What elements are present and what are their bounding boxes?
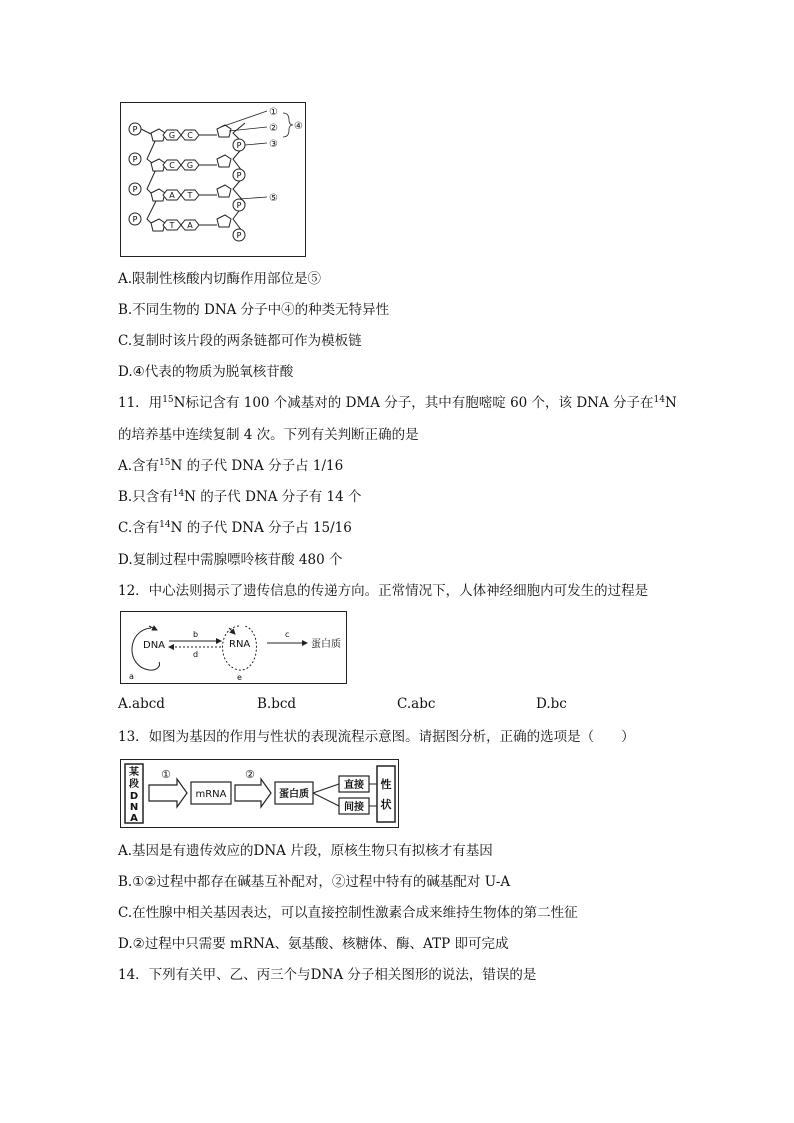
deoxyribose-right (217, 185, 231, 197)
phosphate-label: P (236, 141, 242, 150)
deoxyribose-right (217, 155, 231, 167)
left-phosphates (129, 123, 141, 225)
q10-option-c: C.复制时该片段的两条链都可作为模板链 (118, 333, 362, 349)
deoxyribose-right (217, 215, 231, 227)
label-c: c (285, 630, 290, 639)
q13-option-d: D.②过程中只需要 mRNA、氨基酸、核糖体、酶、ATP 即可完成 (118, 936, 509, 952)
protein-label: 蛋白质 (279, 789, 309, 800)
phosphate-label: P (132, 155, 138, 164)
dna-segment-char: D (129, 791, 139, 802)
q13-option-a: A.基因是有遗传效应的DNA 片段，原核生物只有拟核才有基因 (118, 843, 493, 859)
base-label: T (169, 221, 175, 230)
superscript: 14 (653, 395, 665, 405)
phosphate-label: P (236, 231, 242, 240)
q11-text: N (664, 395, 677, 411)
dna-segment-char: A (130, 813, 138, 824)
phosphate-label: P (236, 201, 242, 210)
label-5: ⑤ (269, 193, 278, 204)
q11-text: N 的子代 DNA 分子有 14 个 (184, 489, 362, 505)
label-d: d (193, 650, 199, 659)
q12-stem: 12．中心法则揭示了遗传信息的传递方向。正常情况下，人体神经细胞内可发生的过程是 (118, 583, 649, 599)
arrow-step1 (149, 779, 187, 807)
dna-structure-figure (120, 102, 306, 257)
q12-option-a: A.abcd (118, 696, 165, 712)
superscript: 15 (162, 395, 174, 405)
superscript: 15 (159, 458, 171, 468)
q14-stem: 14．下列有关甲、乙、丙三个与DNA 分子相关图形的说法，错误的是 (118, 967, 537, 983)
q11-option-c (118, 519, 352, 537)
label-e: e (237, 673, 242, 682)
q12-option-b: B.bcd (257, 696, 297, 712)
indirect-label: 间接 (344, 802, 364, 813)
phosphate-label: P (132, 125, 138, 134)
base-label: C (169, 161, 175, 170)
q11-option-a (118, 457, 343, 475)
q13-option-b: B.①②过程中都存在碱基互补配对，②过程中特有的碱基配对 U-A (118, 874, 511, 890)
mrna-label: mRNA (195, 789, 227, 800)
trait-char: 状 (380, 798, 392, 811)
label-2: ② (269, 123, 278, 134)
phosphate-label: P (132, 215, 138, 224)
label-1: ① (269, 107, 278, 118)
direct-label: 直接 (344, 780, 364, 791)
q10-option-b: B.不同生物的 DNA 分子中④的种类无特异性 (118, 302, 390, 318)
base-label: G (168, 131, 176, 140)
left-backbone (141, 129, 157, 229)
step1-label: ① (161, 768, 171, 781)
q13-stem: 13．如图为基因的作用与性状的表现流程示意图。请据图分析，正确的选项是（ ） (118, 729, 635, 745)
label-3: ③ (269, 139, 278, 150)
dna-segment-char: 某 (129, 767, 139, 778)
base-label: A (169, 191, 175, 200)
central-dogma-diagram (121, 612, 346, 683)
q12-option-d: D.bc (536, 696, 567, 712)
gene-expression-figure (120, 759, 399, 828)
deoxyribose-right (217, 125, 231, 137)
q12-option-c: C.abc (397, 696, 436, 712)
base-label: G (186, 161, 194, 170)
superscript: 14 (172, 489, 185, 499)
phosphate-label: P (132, 185, 138, 194)
arrow-step2 (235, 779, 271, 807)
gene-expression-diagram (121, 760, 398, 827)
central-dogma-figure (120, 611, 347, 684)
q11-text: N 的子代 DNA 分子占 1/16 (170, 458, 344, 474)
base-label: T (187, 191, 193, 200)
q11-stem-line2: 的培养基中连续复制 4 次。下列有关判断正确的是 (118, 427, 419, 443)
protein-label: 蛋白质 (311, 639, 341, 650)
step2-label: ② (245, 768, 255, 781)
dna-segment-char: 段 (129, 779, 139, 790)
q10-option-a: A.限制性核酸内切酶作用部位是⑤ (118, 271, 322, 287)
superscript: 14 (159, 520, 171, 530)
q11-text: A.含有 (118, 458, 160, 474)
dna-segment-char: N (129, 802, 139, 813)
label-4: ④ (294, 121, 303, 132)
q11-text: 11．用 (118, 395, 163, 411)
q13-option-c: C.在性腺中相关基因表达，可以直接控制性激素合成来维持生物体的第二性征 (118, 905, 578, 921)
q11-text: C.含有 (118, 520, 160, 536)
label-a: a (129, 672, 134, 681)
trait-char: 性 (380, 778, 392, 791)
rna-label: RNA (229, 639, 251, 650)
q11-text: N 的子代 DNA 分子占 15/16 (170, 520, 352, 536)
base-label: A (187, 221, 193, 230)
q10-option-d: D.④代表的物质为脱氧核苷酸 (118, 364, 294, 380)
q11-text: B.只含有 (118, 489, 173, 505)
dna-label: DNA (143, 640, 166, 651)
q11-option-d: D.复制过程中需腺嘌呤核苷酸 480 个 (118, 552, 343, 568)
label-b: b (193, 630, 199, 639)
q12-options (118, 696, 678, 714)
q11-stem-line1 (118, 394, 677, 412)
right-phosphates (233, 139, 245, 241)
q11-option-b (118, 488, 362, 506)
trait-box (377, 766, 395, 822)
dna-structure-diagram (121, 103, 305, 256)
q11-text: N标记含有 100 个减基对的 DMA 分子，其中有胞嘧啶 60 个，该 DNA 分子在 (173, 395, 654, 411)
phosphate-label: P (236, 171, 242, 180)
base-label: C (187, 131, 193, 140)
